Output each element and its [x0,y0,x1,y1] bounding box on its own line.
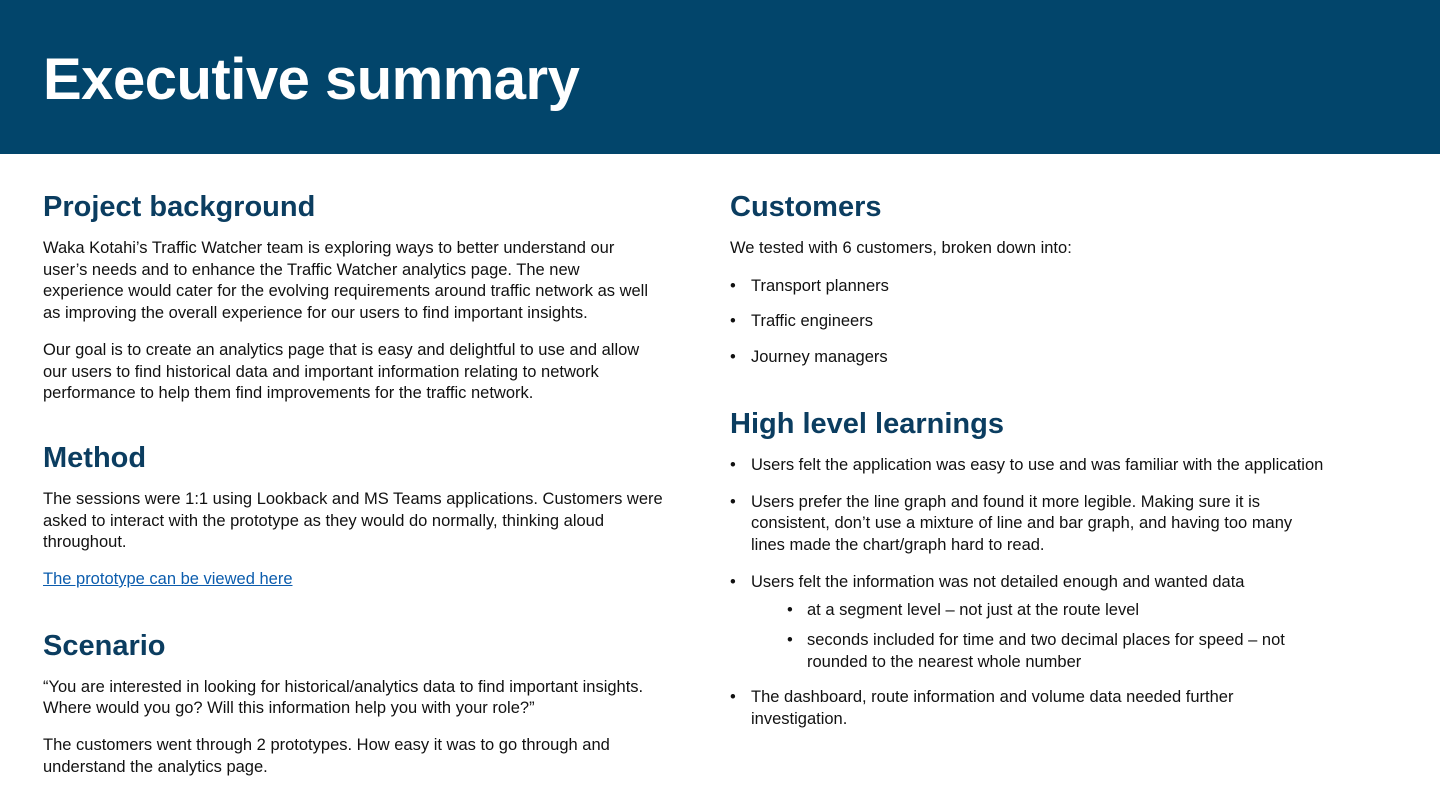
learning-sublist [787,600,1370,673]
learning-sub-item: • seconds included for time and two decimal places for speed – not rounded to the nearest whole number [787,630,1330,673]
learning-item: • The dashboard, route information and volume data needed further investigation. [730,687,1370,730]
scenario-heading: Scenario [43,629,166,662]
customers-list [730,276,1370,369]
learnings-heading: High level learnings [730,407,1004,440]
scenario-paragraph: The customers went through 2 prototypes. How easy it was to go through and understand the analytics page. [43,736,610,776]
page-title: Executive summary [43,47,580,112]
learning-item-text: Users felt the information was not detailed enough and wanted data [751,572,1245,591]
method-paragraph: The sessions were 1:1 using Lookback and MS Teams applications. Customers were asked to interact with the prototype as they would do normally, thinking aloud throughout. [43,489,663,552]
learnings-list [730,455,1370,731]
scenario-quote: “You are interested in looking for historical/analytics data to find important insights. Where would you go? Will this information help you with your role?” [43,677,644,718]
customer-item: • Traffic engineers [730,311,1370,333]
left-column [43,188,663,779]
right-column [730,188,1370,731]
project-background-heading: Project background [43,191,316,223]
customer-item: • Transport planners [730,276,1370,298]
project-background-paragraph-2: Our goal is to create an analytics page that is easy and delightful to use and allow our users to find historical data and important information relating to network performance to help them find improvements for the traffic network. [43,340,640,403]
customers-intro: We tested with 6 customers, broken down into: [730,239,1072,257]
header-banner [0,0,1440,154]
learning-item: • Users prefer the line graph and found it more legible. Making sure it is consistent, don’t use a mixture of line and bar graph, and having too many lines made the chart/graph hard to read. [730,492,1370,557]
project-background-paragraph-1: Waka Kotahi’s Traffic Watcher team is exploring ways to better understand our user’s needs and to enhance the Traffic Watcher analytics page. The new experience would cater for the evolving requirements around traffic network as well as improving the overall experience for our users to find important insights. [43,239,649,323]
customers-heading: Customers [730,191,882,223]
learning-item [730,572,1370,674]
prototype-link[interactable]: The prototype can be viewed here [43,570,293,589]
method-heading: Method [43,441,147,474]
customer-item: • Journey managers [730,347,1370,369]
learning-item: • Users felt the application was easy to use and was familiar with the application [730,455,1370,477]
learning-sub-item: • at a segment level – not just at the route level [787,600,1330,622]
